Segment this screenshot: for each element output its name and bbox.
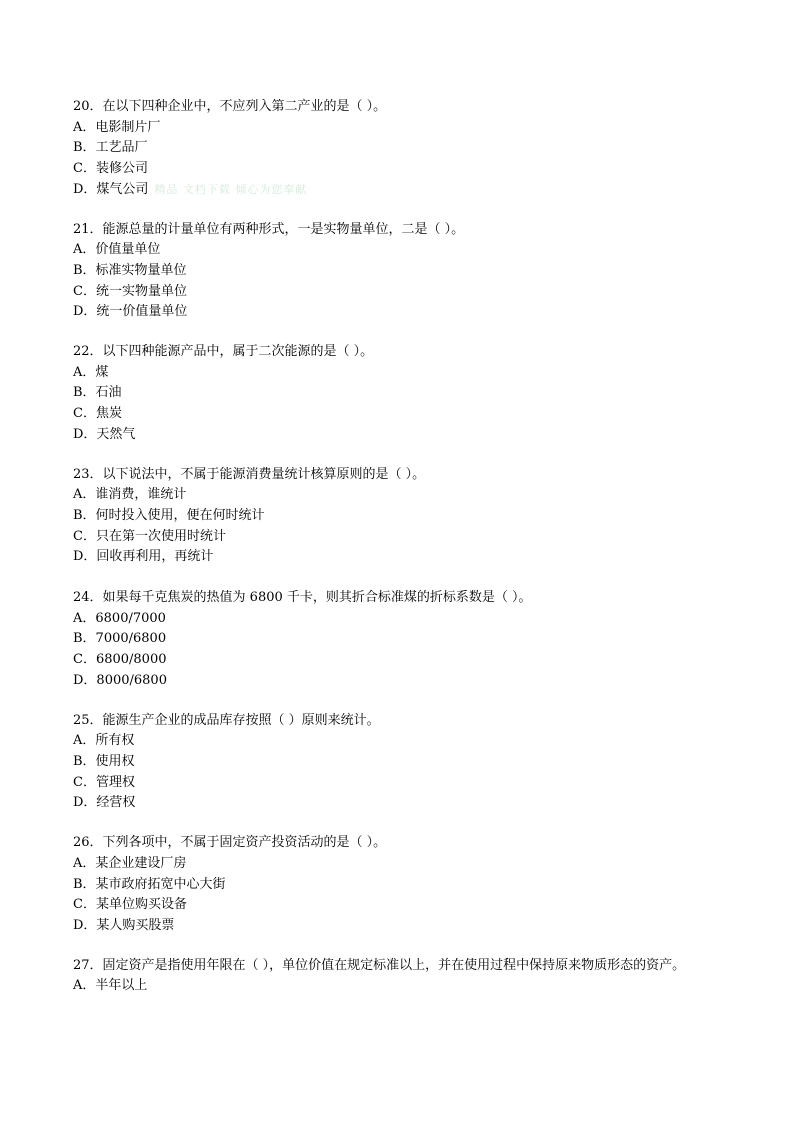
- option-d: D．经营权: [73, 795, 136, 811]
- option-b: B．使用权: [73, 753, 135, 769]
- question-22: [73, 342, 723, 446]
- option-a: A．半年以上: [73, 978, 148, 994]
- option-a: A．谁消费，谁统计: [73, 487, 187, 503]
- option-d: D．煤气公司: [73, 181, 149, 197]
- option-a: A．6800/7000: [73, 610, 166, 626]
- option-a: A．某企业建设厂房: [73, 855, 187, 871]
- question-20: [73, 97, 723, 201]
- option-d: D．天然气: [73, 426, 136, 442]
- option-b: B．石油: [73, 385, 122, 401]
- option-c: C．只在第一次使用时统计: [73, 528, 226, 544]
- option-b: B．工艺品厂: [73, 140, 148, 156]
- question-title: 22．以下四种能源产品中，属于二次能源的是（ ）。: [73, 344, 374, 360]
- question-24: [73, 588, 723, 692]
- question-title: 26．下列各项中，不属于固定资产投资活动的是（ ）。: [73, 835, 387, 851]
- question-21: [73, 220, 723, 324]
- option-a: A．电影制片厂: [73, 119, 161, 135]
- question-27: [73, 956, 723, 997]
- option-a: A．煤: [73, 364, 109, 380]
- option-b: B．何时投入使用，便在何时统计: [73, 507, 265, 523]
- option-d: D．统一价值量单位: [73, 304, 188, 320]
- option-c: C．管理权: [73, 774, 135, 790]
- question-title: 20．在以下四种企业中，不应列入第二产业的是（ ）。: [73, 99, 387, 114]
- option-b: B．某市政府拓宽中心大街: [73, 876, 226, 892]
- question-23: [73, 465, 723, 569]
- question-26: [73, 833, 723, 937]
- option-c: C．统一实物量单位: [73, 283, 187, 299]
- question-title: 25．能源生产企业的成品库存按照（ ）原则来统计。: [73, 712, 380, 728]
- option-d: D．8000/6800: [73, 672, 167, 688]
- question-title: 23．以下说法中，不属于能源消费量统计核算原则的是（ ）。: [73, 466, 426, 482]
- question-title: 27．固定资产是指使用年限在（ ），单位价值在规定标准以上，并在使用过程中保持原来物质形态的资产。: [73, 957, 686, 973]
- watermark-text: 精品 文档下载 倾心为您奉献: [154, 182, 308, 196]
- option-c: C．6800/8000: [73, 652, 167, 668]
- question-title: 24．如果每千克焦炭的热值为 6800 千卡，则其折合标准煤的折标系数是（ ）。: [73, 590, 532, 606]
- option-c: C．焦炭: [73, 406, 122, 422]
- option-c: C．某单位购买设备: [73, 897, 187, 913]
- question-title: 21．能源总量的计量单位有两种形式，一是实物量单位，二是（ ）。: [73, 221, 465, 237]
- option-d: D．回收再利用，再统计: [73, 549, 214, 565]
- question-25: [73, 711, 723, 815]
- option-d-row: [73, 180, 723, 201]
- document-page: [73, 97, 723, 1017]
- option-a: A．所有权: [73, 733, 135, 749]
- option-c: C．装修公司: [73, 161, 148, 177]
- option-b: B．标准实物量单位: [73, 262, 187, 278]
- option-a: A．价值量单位: [73, 242, 161, 258]
- option-b: B．7000/6800: [73, 631, 167, 647]
- option-d: D．某人购买股票: [73, 917, 175, 933]
